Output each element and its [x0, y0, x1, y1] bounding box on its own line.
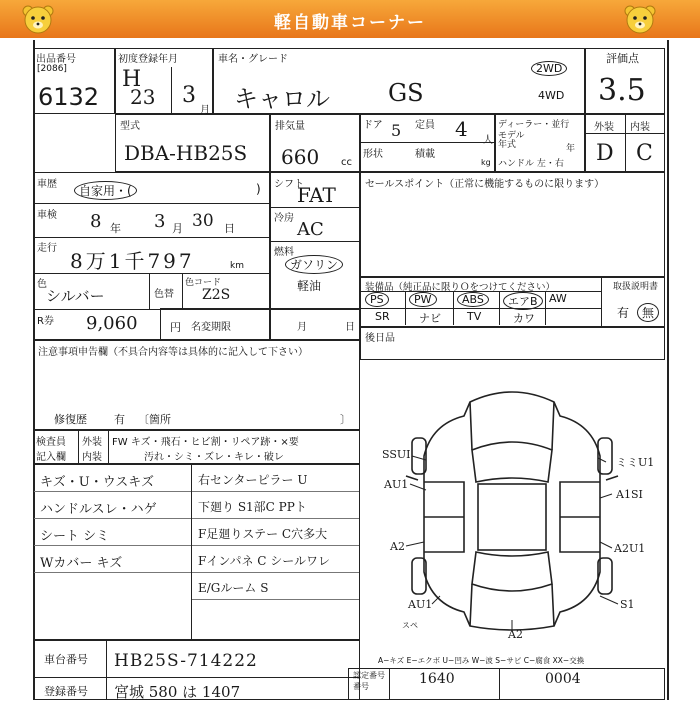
inspection-label: 車検: [37, 210, 57, 221]
remark-left: ハンドルスレ・ハゲ: [40, 502, 157, 517]
score-cell: [585, 48, 665, 114]
equipment-item: PW: [409, 292, 437, 307]
shift-label: シフト: [274, 179, 304, 190]
load-unit: kg: [481, 158, 491, 167]
chassis-number: HB25S-714222: [114, 651, 258, 671]
sales-point-cell: [360, 172, 665, 277]
recycle-unit: 円: [170, 321, 181, 334]
remark-right: E/Gルーム S: [198, 581, 269, 595]
equipment-item: エアB: [503, 292, 543, 310]
notes-label: 注意事項申告欄（不具合内容等は具体的に記入して下さい）: [38, 347, 308, 358]
model-year-label: モデル年式: [498, 131, 525, 150]
color-value: シルバー: [46, 287, 105, 305]
remarks-notes-cell: [33, 464, 360, 640]
bear-mascot-icon: [622, 2, 658, 38]
interior-label: 内装: [630, 122, 650, 133]
remarks-label: 記入欄: [36, 452, 66, 463]
displacement-cell: [270, 114, 360, 172]
remark-right: F足廻りステー C穴多大: [198, 527, 328, 541]
displacement-unit: cc: [341, 157, 352, 168]
mark-right-mid: A2U1: [614, 542, 646, 555]
code-2: 0004: [545, 671, 581, 687]
repair-place: 〔箇所: [138, 413, 171, 426]
name-change-label: 名変期限: [191, 322, 231, 333]
fuel-label: 燃料: [274, 247, 294, 258]
lot-label: 出品番号: [36, 54, 76, 65]
codes-label-2: 番号: [353, 682, 369, 691]
interior-value: C: [636, 141, 653, 166]
month-unit: 月: [200, 105, 210, 116]
model-cell: [213, 48, 585, 114]
color-code-label: 色コード: [185, 278, 222, 288]
remark-left: キズ・U・ウスキズ: [40, 475, 155, 490]
after-items-label: 後日品: [365, 333, 395, 344]
notes-cell: [33, 340, 360, 430]
model-year-unit: 年: [566, 144, 576, 154]
mark-small-note: スペ: [402, 621, 418, 630]
dealer-label: ディーラー・並行: [498, 120, 570, 130]
name-change-day: 日: [345, 322, 355, 333]
exterior-legend: FW キズ・飛石・ヒビ割・リペア跡・×要: [112, 437, 299, 448]
remark-left: Wカバー キズ: [40, 556, 123, 571]
mark-right-bottom: S1: [620, 598, 635, 611]
door-value: 5: [391, 121, 402, 140]
inspection-month: 3: [154, 211, 166, 232]
model-label: 車名・グレード: [218, 54, 288, 65]
recycle-label: R券: [37, 316, 54, 327]
mark-front-right: ミミU1: [616, 456, 655, 469]
mileage-unit: km: [230, 261, 244, 271]
handle-label: ハンドル 左・右: [498, 159, 564, 169]
ac-value: AC: [297, 219, 324, 240]
name-change-month: 月: [297, 322, 307, 333]
repair-label: 修復歴: [54, 413, 87, 426]
mileage-value: 8万1千797: [70, 249, 195, 273]
capacity-unit: 人: [483, 135, 493, 146]
drive-2wd: 2WD: [531, 61, 567, 76]
inspector-cell: [33, 430, 360, 464]
inspection-month-unit: 月: [172, 222, 183, 235]
after-items-cell: [360, 327, 665, 360]
mark-left-mid: A2: [390, 540, 405, 553]
interior-legend: 汚れ・シミ・ズレ・キレ・破レ: [144, 452, 284, 463]
remark-right: 右センターピラー U: [198, 473, 308, 487]
model-name: キャロル: [234, 85, 330, 113]
equipment-item: TV: [467, 310, 482, 323]
displacement-value: 660: [281, 145, 320, 169]
chassis-label: 車台番号: [44, 653, 88, 666]
door-capacity-cell: [360, 114, 495, 172]
registration-cell: [115, 48, 213, 114]
history-label: 車歴: [37, 179, 57, 190]
manual-no: 無: [637, 303, 659, 322]
score-value: 3.5: [598, 73, 646, 108]
exterior-value: D: [596, 141, 614, 166]
equipment-item: PS: [365, 292, 389, 307]
mileage-label: 走行: [37, 243, 57, 254]
lot-number-cell: [33, 48, 115, 114]
plate-label: 登録番号: [44, 685, 88, 698]
exterior-interior-cell: [585, 114, 665, 172]
manual-yes: 有: [617, 306, 630, 320]
shape-label: 形状: [363, 149, 383, 160]
lot-number: 6132: [38, 83, 100, 111]
mark-front-left: SSUI: [382, 448, 411, 461]
equipment-item: AW: [549, 292, 567, 305]
capacity-label: 定員: [415, 120, 435, 131]
equipment-item: カワ: [513, 312, 535, 325]
inspection-year: 8: [90, 211, 102, 232]
footer-codes: [348, 668, 665, 700]
plate-number: 宮城 580 は 1407: [114, 683, 241, 701]
type-value: DBA-HB25S: [124, 141, 248, 165]
inspector-interior-label: 内装: [82, 452, 102, 463]
door-label: ドア: [363, 120, 383, 131]
footer-left: [33, 640, 360, 700]
mark-rear: A2: [508, 628, 523, 640]
fuel-gasoline: ガソリン: [285, 255, 343, 274]
recycle-value: 9,060: [86, 313, 138, 334]
damage-legend: A−キズ E−エクボ U−凹み W−波 S−サビ C−腐食 XX−交換: [378, 656, 585, 665]
capacity-value: 4: [455, 117, 468, 141]
remark-left: シート シミ: [40, 529, 110, 544]
score-label: 評価点: [606, 52, 639, 65]
remark-right: Fインパネ C シールワレ: [198, 554, 331, 568]
car-damage-diagram: [360, 372, 665, 640]
inspector-label: 検査員: [36, 437, 66, 448]
repair-yes: 有: [114, 413, 125, 426]
equipment-item: SR: [375, 310, 390, 323]
fuel-diesel: 軽油: [297, 279, 322, 293]
grade: GS: [388, 79, 424, 107]
exterior-label: 外装: [594, 122, 614, 133]
mark-left-top: AU1: [384, 478, 409, 491]
equipment-item: ABS: [457, 292, 489, 307]
manual-label: 取扱説明書: [613, 282, 659, 292]
mark-right-top: A1SI: [616, 488, 643, 501]
inspection-day: 30: [192, 211, 214, 231]
color-code: Z2S: [202, 287, 231, 303]
codes-label-1: 認定番号: [353, 671, 385, 680]
name-change-cell: [160, 308, 360, 340]
registration-era: H: [122, 67, 142, 92]
sales-point-label: セールスポイント（正常に機能するものに限ります）: [365, 179, 605, 190]
history-value: 自家用・(: [74, 181, 137, 200]
registration-label: 初度登録年月: [118, 54, 178, 65]
lot-sub: [2086]: [37, 64, 67, 74]
code-1: 1640: [419, 671, 455, 687]
registration-month: 3: [182, 83, 196, 108]
displacement-label: 排気量: [275, 121, 305, 132]
shift-value: FAT: [297, 183, 336, 207]
ac-label: 冷房: [274, 213, 294, 224]
remark-right: 下廻り S1部C PPト: [198, 500, 307, 514]
type-cell: [115, 114, 270, 172]
header-banner: [0, 0, 700, 38]
type-label: 型式: [120, 121, 140, 132]
inspector-exterior-label: 外装: [82, 437, 102, 448]
drive-4wd: 4WD: [538, 89, 565, 102]
history-close: ): [256, 182, 261, 196]
color-change-label: 色替: [154, 289, 174, 300]
banner-title: 軽自動車コーナー: [274, 13, 426, 33]
color-label: 色: [37, 279, 47, 290]
equipment-label: 装備品（純正品に限りＯをつけてください）: [365, 282, 556, 293]
load-label: 積載: [415, 149, 435, 160]
dealer-cell: [495, 114, 585, 172]
repair-close: 〕: [340, 413, 351, 426]
inspection-day-unit: 日: [224, 222, 235, 235]
mark-left-bottom: AU1: [408, 598, 433, 611]
equipment-item: ナビ: [419, 312, 441, 325]
inspection-year-unit: 年: [110, 222, 121, 235]
equipment-cell: [360, 277, 665, 327]
registration-year: 23: [130, 85, 156, 109]
